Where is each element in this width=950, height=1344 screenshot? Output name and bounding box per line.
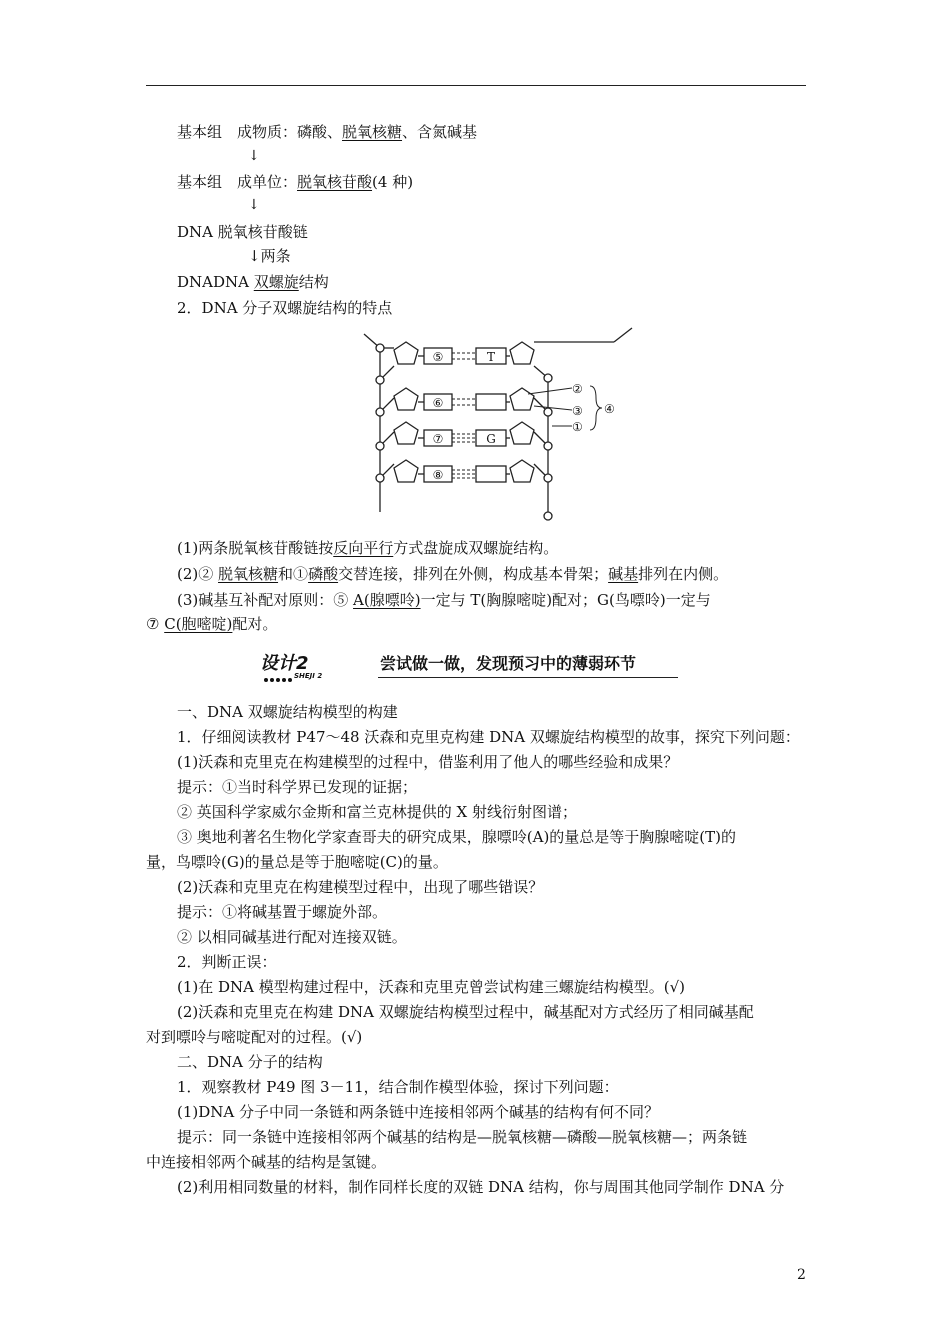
concept-row-2 bbox=[177, 172, 413, 192]
feature-text: 交替连接，排列在外侧，构成基本骨架； bbox=[338, 565, 609, 583]
base-G: G bbox=[486, 432, 496, 446]
banner-title: 尝试做一做，发现预习中的薄弱环节 bbox=[380, 654, 637, 673]
feature-2 bbox=[177, 564, 728, 584]
body-line: 2．判断正误： bbox=[177, 953, 277, 971]
side-label-3: ③ bbox=[572, 404, 583, 418]
down-arrow-icon: ↓ bbox=[248, 247, 261, 265]
side-label-4: ④ bbox=[604, 402, 615, 416]
base-label-6: ⑥ bbox=[432, 396, 444, 410]
feature-text: 配对。 bbox=[232, 615, 278, 633]
feature-text: 一定与 T(胸腺嘧啶)配对；G(鸟嘌呤)一定与 bbox=[420, 591, 711, 609]
feature-3-cont bbox=[146, 614, 277, 634]
feature-text: ⑦ bbox=[146, 615, 165, 633]
body-line: 1．仔细阅读教材 P47～48 沃森和克里克构建 DNA 双螺旋结构模型的故事，探究下列问题： bbox=[177, 728, 800, 746]
answer-adenine: A(腺嘌呤) bbox=[353, 591, 421, 609]
down-arrow-icon: ↓ bbox=[248, 197, 260, 213]
concept-text: 、含氮碱基 bbox=[402, 123, 478, 141]
body-line: 一、DNA 双螺旋结构模型的构建 bbox=[177, 703, 398, 721]
body-line: (1)沃森和克里克在构建模型的过程中，借鉴利用了他人的哪些经验和成果？ bbox=[177, 753, 679, 771]
svg-text:设计2: 设计2 bbox=[260, 653, 309, 674]
answer-deoxyribose: 脱氧核糖 bbox=[342, 123, 403, 141]
dna-structure-diagram bbox=[358, 326, 638, 530]
feature-text: (3)碱基互补配对原则：⑤ bbox=[177, 591, 354, 609]
side-label-1: ① bbox=[572, 420, 583, 434]
down-arrow-icon: ↓ bbox=[248, 148, 260, 164]
answer-cytosine: C(胞嘧啶) bbox=[164, 615, 233, 633]
body-line: 提示：①当时科学界已发现的证据； bbox=[177, 778, 418, 796]
feature-text: (1)两条脱氧核苷酸链按 bbox=[177, 539, 334, 557]
body-line: 对到嘌呤与嘧啶配对的过程。(√) bbox=[146, 1028, 363, 1046]
body-line: 二、DNA 分子的结构 bbox=[177, 1053, 323, 1071]
svg-text:SHEJI 2: SHEJI 2 bbox=[294, 672, 323, 680]
base-label-8: ⑧ bbox=[432, 468, 444, 482]
feature-text: 和① bbox=[278, 565, 309, 583]
body-line: (1)DNA 分子中同一条链和两条链中连接相邻两个碱基的结构有何不同？ bbox=[177, 1103, 660, 1121]
feature-text: 方式盘旋成双螺旋结构。 bbox=[393, 539, 559, 557]
base-T: T bbox=[486, 350, 496, 364]
header-rule bbox=[146, 85, 806, 86]
section-heading: 2．DNA 分子双螺旋结构的特点 bbox=[177, 299, 393, 317]
body-line: 1．观察教材 P49 图 3－11，结合制作模型体验，探讨下列问题： bbox=[177, 1078, 619, 1096]
body-line: ② 英国科学家威尔金斯和富兰克林提供的 X 射线衍射图谱； bbox=[177, 803, 577, 821]
answer-double-helix: 双螺旋 bbox=[253, 273, 299, 291]
answer-phosphate: 磷酸 bbox=[308, 565, 339, 583]
arrow-label: 两条 bbox=[260, 247, 291, 265]
concept-text: 基本组 成单位： bbox=[177, 173, 298, 191]
body-line: 提示：①将碱基置于螺旋外部。 bbox=[177, 903, 388, 921]
answer-base: 碱基 bbox=[608, 565, 639, 583]
concept-text: 基本组 成物质：磷酸、 bbox=[177, 123, 343, 141]
concept-text: (4 种) bbox=[372, 173, 414, 191]
feature-3 bbox=[177, 590, 711, 610]
feature-1 bbox=[177, 538, 558, 558]
body-line: (2)沃森和克里克在构建模型过程中，出现了哪些错误？ bbox=[177, 878, 544, 896]
concept-row-3: DNA 脱氧核苷酸链 bbox=[177, 223, 308, 241]
concept-text: DNADNA bbox=[177, 273, 254, 291]
body-line: 提示：同一条链中连接相邻两个碱基的结构是—脱氧核糖—磷酸—脱氧核糖—；两条链 bbox=[177, 1128, 748, 1146]
body-line: 量，鸟嘌呤(G)的量总是等于胞嘧啶(C)的量。 bbox=[146, 853, 448, 871]
body-line: 中连接相邻两个碱基的结构是氢键。 bbox=[146, 1153, 387, 1171]
concept-row-4 bbox=[248, 246, 291, 266]
page-number: 2 bbox=[797, 1267, 806, 1283]
concept-row-1 bbox=[177, 122, 477, 142]
body-line: ③ 奥地利著名生物化学家查哥夫的研究成果，腺嘌呤(A)的量总是等于胸腺嘧啶(T)的 bbox=[177, 828, 737, 846]
concept-row-5 bbox=[177, 272, 329, 292]
section-banner bbox=[254, 647, 680, 685]
base-label-5: ⑤ bbox=[432, 350, 444, 364]
answer-antiparallel: 反向平行 bbox=[333, 539, 394, 557]
design-2-logo-icon bbox=[254, 647, 374, 685]
body-line: (2)利用相同数量的材料，制作同样长度的双链 DNA 结构，你与周围其他同学制作 DNA 分 bbox=[177, 1178, 785, 1196]
concept-text: 结构 bbox=[298, 273, 329, 291]
answer-deoxynucleotide: 脱氧核苷酸 bbox=[297, 173, 373, 191]
base-label-7: ⑦ bbox=[432, 432, 444, 446]
banner-underline bbox=[378, 677, 678, 678]
answer-deoxyribose: 脱氧核糖 bbox=[218, 565, 279, 583]
body-line: ② 以相同碱基进行配对连接双链。 bbox=[177, 928, 407, 946]
body-line: (2)沃森和克里克在构建 DNA 双螺旋结构模型过程中，碱基配对方式经历了相同碱基配 bbox=[177, 1003, 754, 1021]
feature-text: 排列在内侧。 bbox=[638, 565, 729, 583]
side-label-2: ② bbox=[572, 382, 583, 396]
feature-text: (2)② bbox=[177, 565, 219, 583]
body-line: (1)在 DNA 模型构建过程中，沃森和克里克曾尝试构建三螺旋结构模型。(√) bbox=[177, 978, 686, 996]
